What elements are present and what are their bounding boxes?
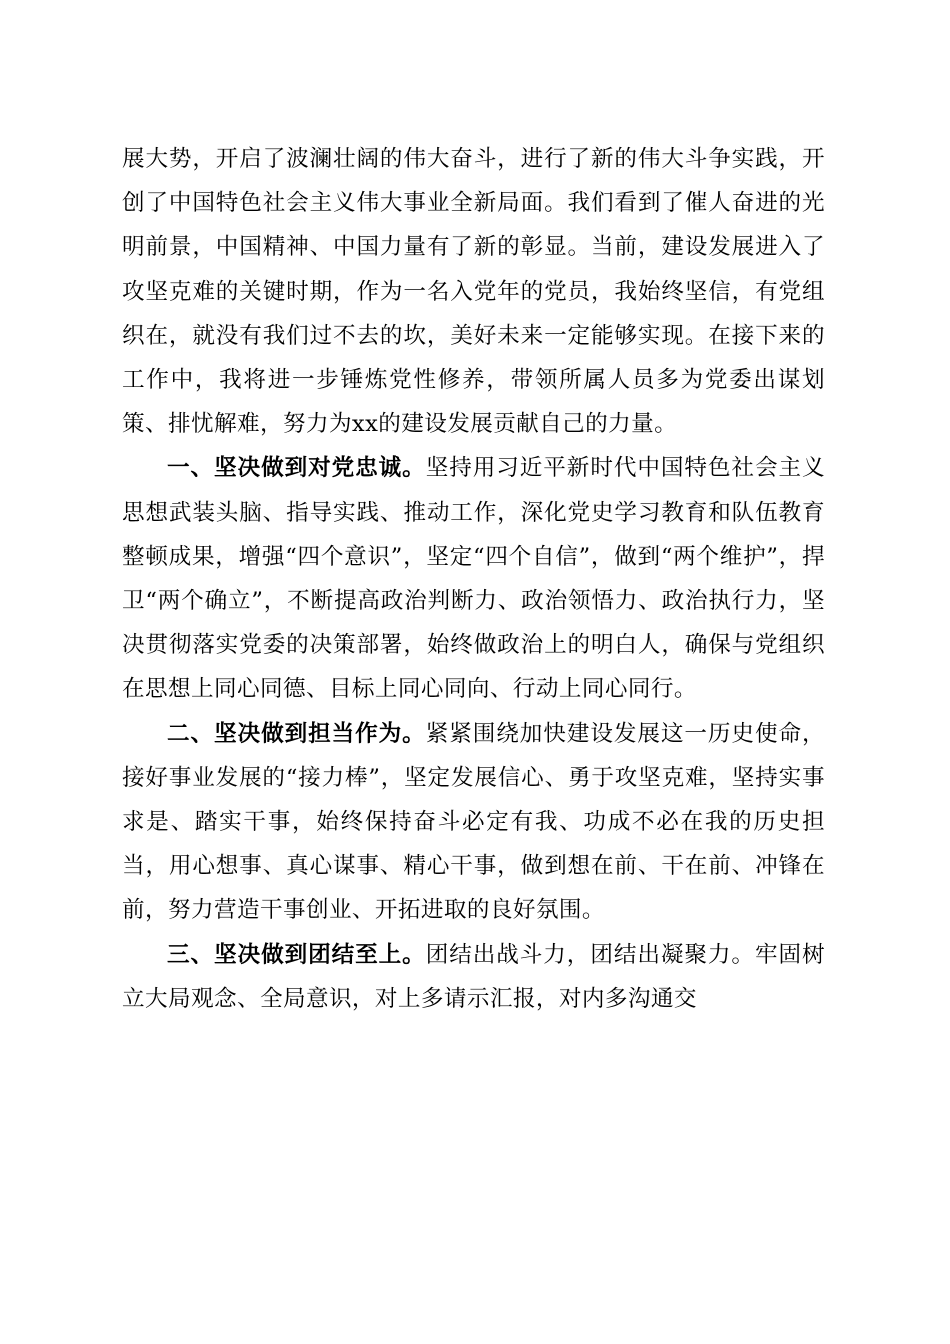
paragraph-unity xyxy=(122,933,825,1021)
paragraph-heading: 一、坚决做到对党忠诚。 xyxy=(167,455,426,482)
paragraph-text: 紧紧围绕加快建设发展这一历史使命，接好事业发展的“接力棒”，坚定发展信心、勇于攻坚克难，坚持实事求是、踏实干事，始终保持奋斗必定有我、功成不必在我的历史担当，用心想事、真心谋事、精心干事，做到想在前、干在前、冲锋在前，努力营造干事创业、开拓进取的良好氛围。 xyxy=(122,720,825,924)
paragraph-loyalty xyxy=(122,446,825,711)
paragraph-text: 展大势，开启了波澜壮阔的伟大奋斗，进行了新的伟大斗争实践，开创了中国特色社会主义伟大事业全新局面。我们看到了催人奋进的光明前景，中国精神、中国力量有了新的彰显。当前，建设发展进入了攻坚克难的关键时期，作为一名入党年的党员，我始终坚信，有党组织在，就没有我们过不去的坎，美好未来一定能够实现。在接下来的工作中，我将进一步锤炼党性修养，带领所属人员多为党委出谋划策、排忧解难，努力为xx的建设发展贡献自己的力量。 xyxy=(122,146,825,438)
paragraph-heading: 二、坚决做到担当作为。 xyxy=(167,720,426,747)
paragraph-heading: 三、坚决做到团结至上。 xyxy=(167,941,426,968)
paragraph-continuation xyxy=(122,137,825,446)
document-body xyxy=(122,137,825,1021)
paragraph-text: 团结出战斗力，团结出凝聚力。牢固树立大局观念、全局意识，对上多请示汇报，对内多沟通交 xyxy=(122,941,825,1012)
paragraph-responsibility xyxy=(122,712,825,933)
paragraph-text: 坚持用习近平新时代中国特色社会主义思想武装头脑、指导实践、推动工作，深化党史学习教育和队伍教育整顿成果，增强“四个意识”，坚定“四个自信”，做到“两个维护”，捍卫“两个确立”，不断提高政治判断力、政治领悟力、政治执行力，坚决贯彻落实党委的决策部署，始终做政治上的明白人，确保与党组织在思想上同心同德、目标上同心同向、行动上同心同行。 xyxy=(122,455,825,703)
